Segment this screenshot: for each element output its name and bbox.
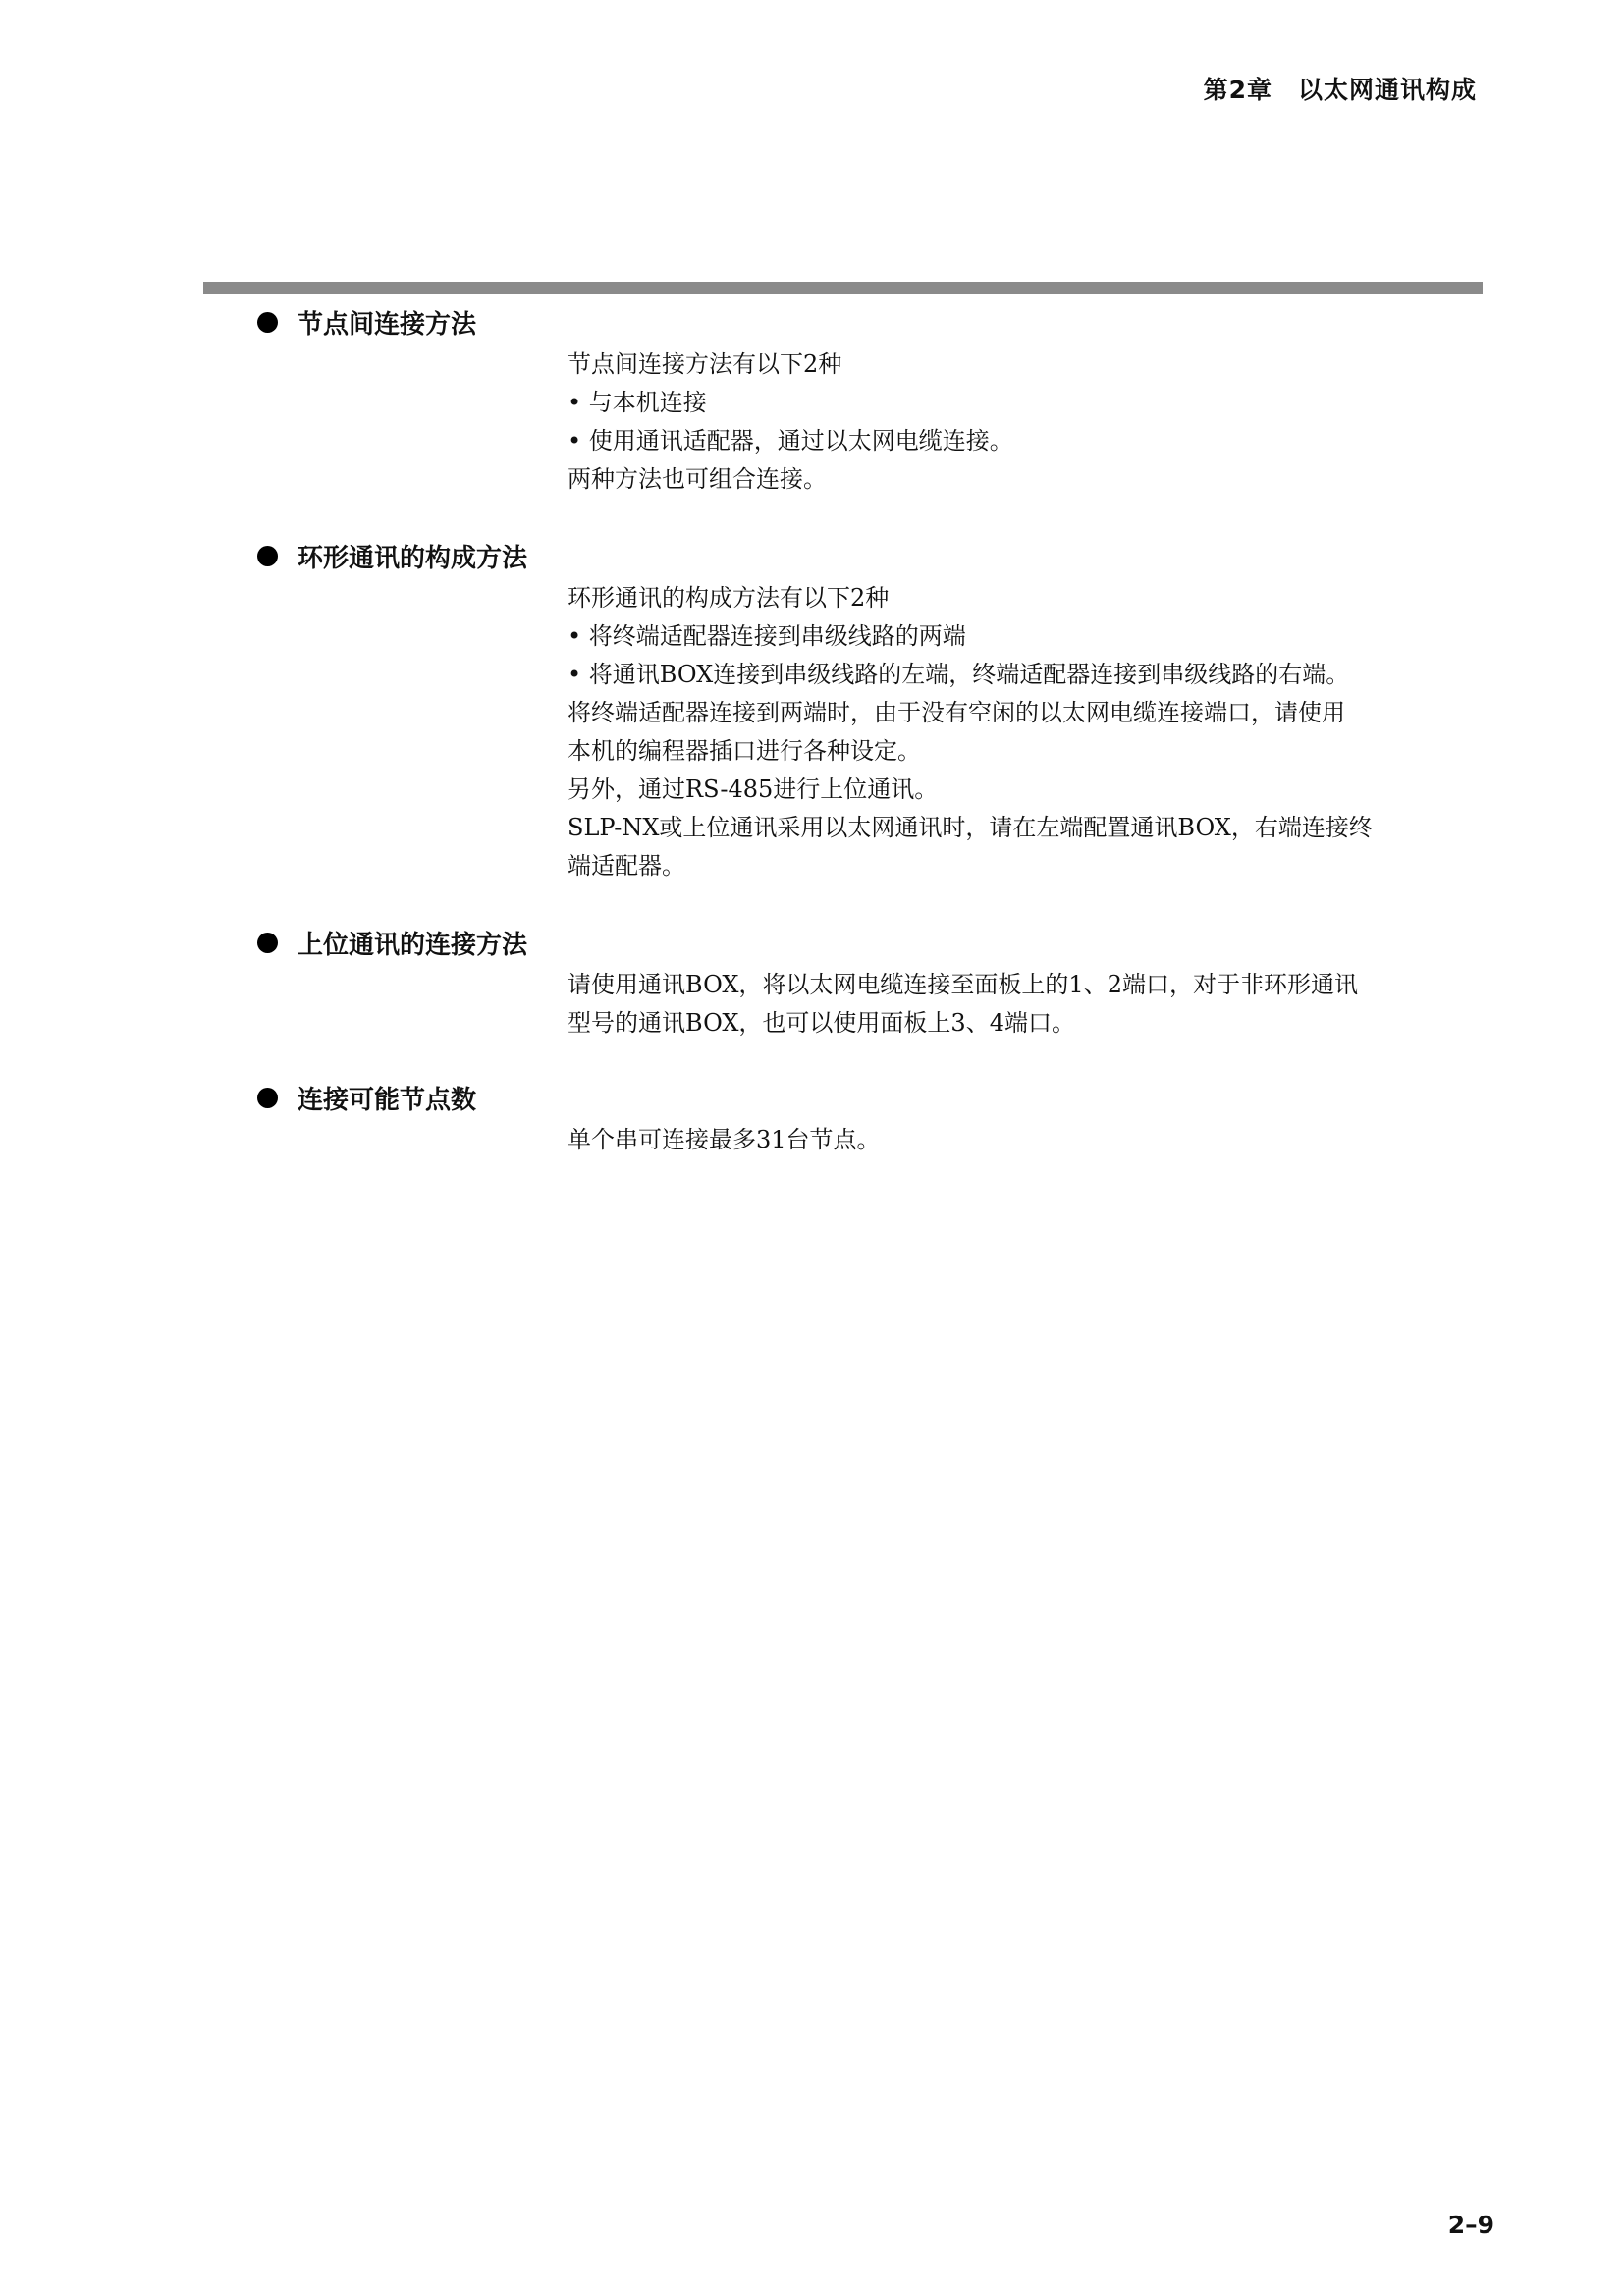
body-line: • 与本机连接 [568,389,707,416]
bullet-dot-icon [257,1088,278,1108]
body-line: 将终端适配器连接到两端时，由于没有空闲的以太网电缆连接端口，请使用 [568,699,1345,726]
section-heading-text: 环形通讯的构成方法 [298,543,528,573]
body-line: • 将通讯BOX连接到串级线路的左端，终端适配器连接到串级线路的右端。 [568,661,1350,688]
body-line: 请使用通讯BOX，将以太网电缆连接至面板上的1、2端口，对于非环形通讯 [568,971,1358,998]
section-divider [203,282,1483,294]
section-body [568,579,1481,885]
body-line: 本机的编程器插口进行各种设定。 [568,737,921,765]
body-line: 单个串可连接最多31台节点。 [568,1126,881,1153]
section-body [568,1121,1481,1159]
section-heading [257,302,1485,342]
section-node-connection [257,302,1485,499]
body-line: 型号的通讯BOX，也可以使用面板上3、4端口。 [568,1009,1075,1037]
section-heading-text: 连接可能节点数 [298,1085,477,1115]
body-line: • 将终端适配器连接到串级线路的两端 [568,622,966,650]
body-line: • 使用通讯适配器，通过以太网电缆连接。 [568,427,1013,454]
body-line: SLP-NX或上位通讯采用以太网通讯时，请在左端配置通讯BOX，右端连接终 [568,814,1373,841]
chapter-title: 以太网通讯构成 [1297,76,1477,104]
bullet-dot-icon [257,546,278,566]
section-body [568,346,1481,499]
section-heading [257,923,1485,962]
section-heading [257,1078,1485,1117]
section-body [568,966,1481,1042]
section-node-count [257,1078,1485,1159]
bullet-dot-icon [257,933,278,953]
bullet-dot-icon [257,312,278,333]
page-number: 2–9 [1447,2211,1494,2239]
body-line: 节点间连接方法有以下2种 [568,350,842,378]
body-line: 环形通讯的构成方法有以下2种 [568,584,890,612]
section-heading [257,536,1485,575]
section-host-communication [257,923,1485,1042]
chapter-header [1204,71,1477,106]
body-line: 另外，通过RS-485进行上位通讯。 [568,775,939,803]
chapter-number: 第2章 [1203,76,1272,104]
body-line: 两种方法也可组合连接。 [568,465,827,493]
section-ring-communication [257,536,1485,885]
section-heading-text: 节点间连接方法 [298,309,477,340]
section-heading-text: 上位通讯的连接方法 [298,930,528,960]
body-line: 端适配器。 [568,852,685,880]
